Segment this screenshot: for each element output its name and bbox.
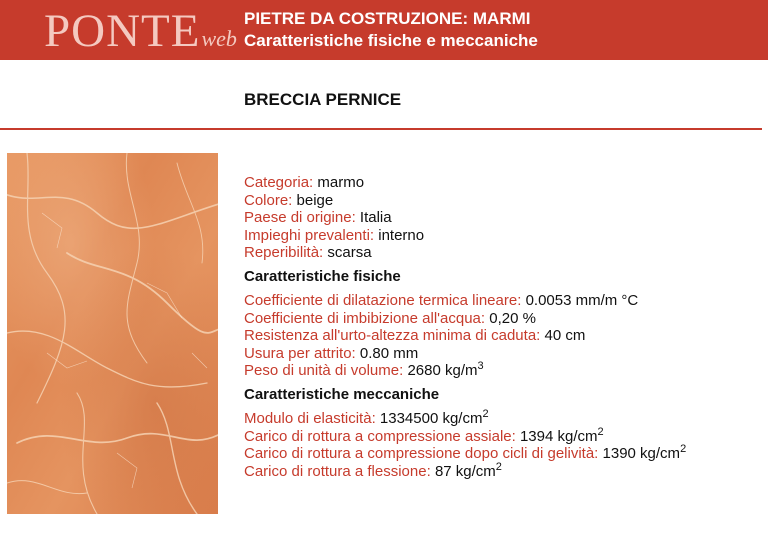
property-usura xyxy=(244,345,686,363)
property-value: 0.0053 mm/m °C xyxy=(525,292,639,309)
header-title: PIETRE DA COSTRUZIONE: MARMI xyxy=(244,9,531,28)
property-urto xyxy=(244,327,686,345)
property-unit-exponent: 3 xyxy=(477,360,484,372)
property-value: marmo xyxy=(317,174,365,191)
property-value: interno xyxy=(378,226,425,244)
property-label: Peso di unità di volume: xyxy=(244,362,404,379)
header-subtitle: Caratteristiche fisiche e meccaniche xyxy=(244,31,538,50)
property-label: Modulo di elasticità: xyxy=(244,410,376,427)
property-value: 40 cm xyxy=(544,327,586,344)
property-unit-exponent: 2 xyxy=(680,443,687,455)
section-heading-fisiche: Caratteristiche fisiche xyxy=(244,267,401,285)
property-impieghi xyxy=(244,227,686,245)
property-compressione-assiale xyxy=(244,425,686,446)
divider-rule xyxy=(0,128,762,130)
property-label: Paese di origine: xyxy=(244,209,356,226)
property-value: 0.80 mm xyxy=(359,344,419,362)
property-categoria xyxy=(244,174,686,192)
section-heading-meccaniche: Caratteristiche meccaniche xyxy=(244,385,440,403)
property-value: scarsa xyxy=(327,244,372,261)
property-elasticita xyxy=(244,410,686,428)
property-label: Carico di rottura a flessione: xyxy=(244,462,431,480)
property-value: 1394 kg/cm xyxy=(519,427,598,445)
property-label: Colore: xyxy=(244,191,293,209)
property-value: Italia xyxy=(359,209,392,226)
property-compressione-gelivita xyxy=(244,445,686,463)
property-label: Usura per attrito: xyxy=(244,344,356,362)
property-paese xyxy=(244,209,686,227)
property-value: 0,20 % xyxy=(489,309,536,327)
property-peso xyxy=(244,362,686,380)
property-label: Coefficiente di imbibizione all'acqua: xyxy=(244,309,486,327)
property-imbibizione xyxy=(244,310,686,328)
property-unit-exponent: 2 xyxy=(597,425,604,438)
logo-main-text: PONTE xyxy=(44,5,201,57)
property-label: Impieghi prevalenti: xyxy=(244,226,375,244)
property-label: Carico di rottura a compressione assiale: xyxy=(244,427,516,445)
property-unit-exponent: 2 xyxy=(482,408,489,420)
stone-name: BRECCIA PERNICE xyxy=(244,90,402,109)
logo-sub-text: web xyxy=(201,26,237,51)
property-unit-exponent: 2 xyxy=(495,460,502,473)
property-value: 87 kg/cm xyxy=(434,462,496,480)
marble-sample-image xyxy=(7,153,218,514)
property-value: beige xyxy=(296,191,334,209)
property-label: Coefficiente di dilatazione termica lineare: xyxy=(244,292,522,309)
property-reperibilita xyxy=(244,244,686,262)
property-label: Resistenza all'urto-altezza minima di caduta: xyxy=(244,327,541,344)
property-value: 2680 kg/m xyxy=(407,362,478,379)
property-colore xyxy=(244,192,686,210)
property-dilatazione xyxy=(244,292,686,310)
property-value: 1390 kg/cm xyxy=(602,445,681,462)
property-flessione xyxy=(244,460,686,481)
ponteweb-logo[interactable] xyxy=(44,4,237,58)
property-label: Carico di rottura a compressione dopo cicli di gelività: xyxy=(244,445,599,462)
stone-properties xyxy=(244,174,686,480)
property-label: Reperibilità: xyxy=(244,244,324,261)
header-banner xyxy=(0,0,768,60)
property-value: 1334500 kg/cm xyxy=(379,410,483,427)
property-label: Categoria: xyxy=(244,174,314,191)
